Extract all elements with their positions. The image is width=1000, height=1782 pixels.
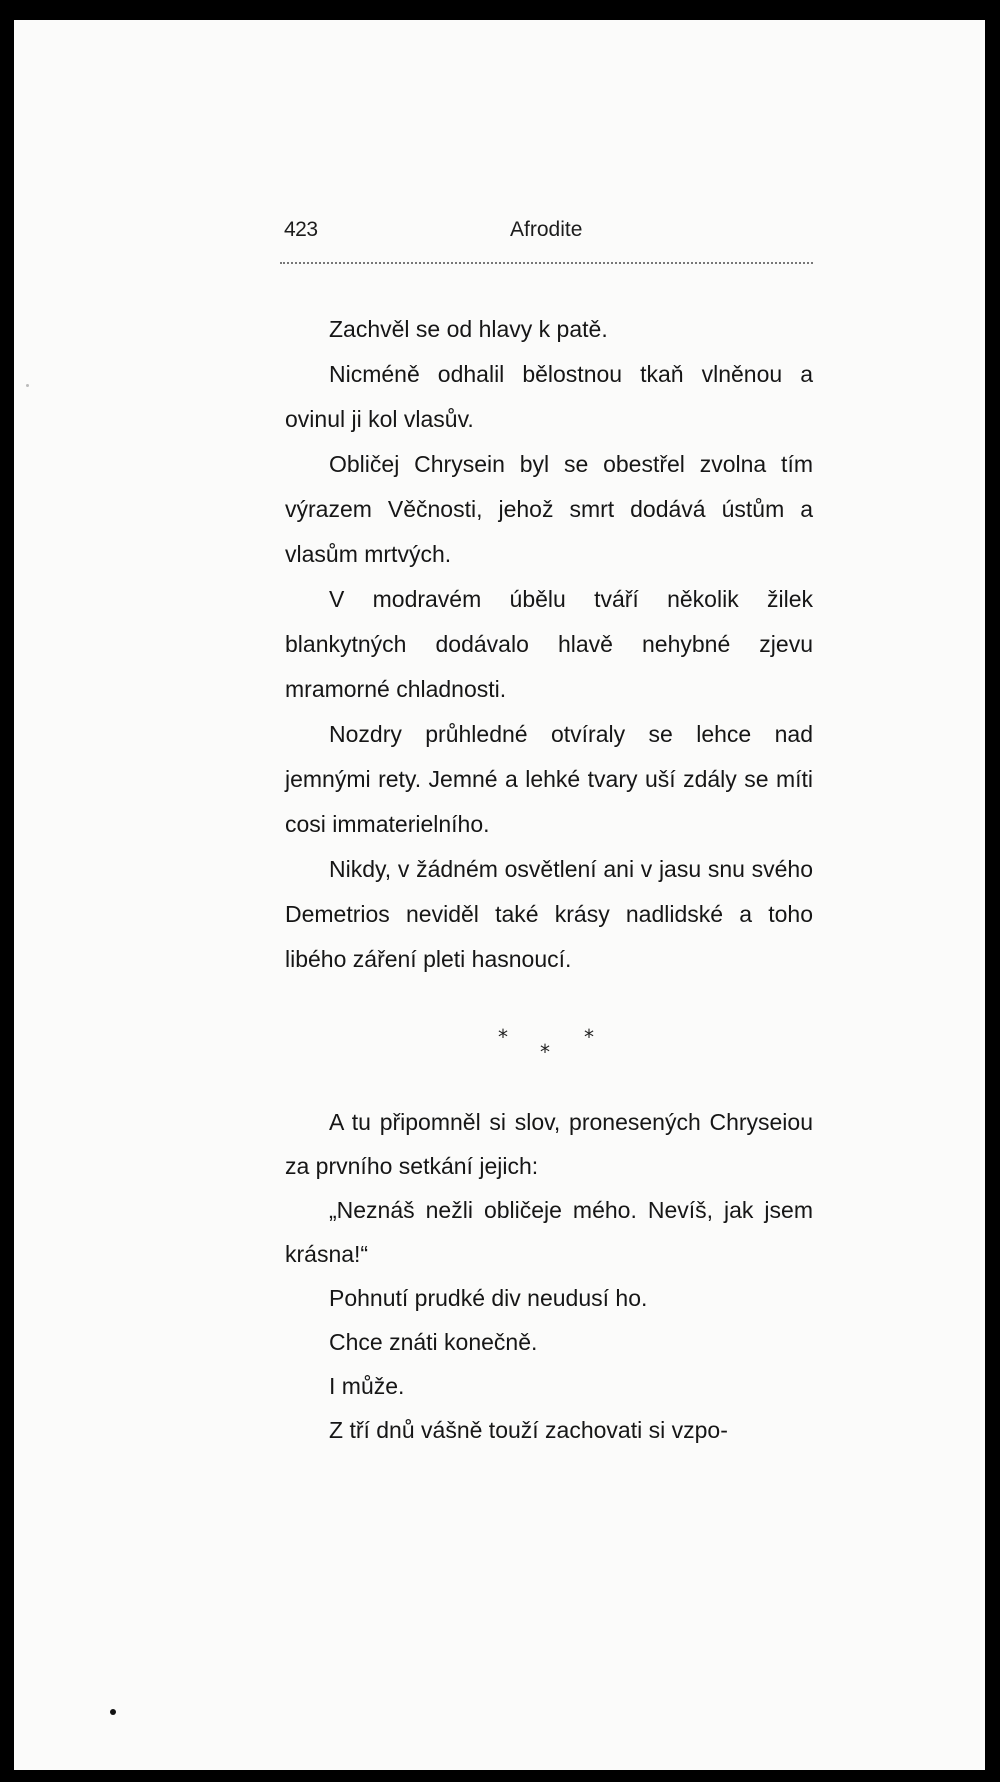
paragraph: Chce znáti konečně. bbox=[329, 1329, 538, 1355]
paragraph: Obličej Chrysein byl se obestřel zvolna tím výrazem Věčnosti, jehož smrt dodává ústům a vlasům mrtvých. bbox=[285, 451, 813, 567]
paragraph: Nozdry průhledné otvíraly se lehce nad jemnými rety. Jemné a lehké tvary uší zdály se míti cosi immaterielního. bbox=[285, 721, 813, 837]
paragraph: Zachvěl se od hlavy k patě. bbox=[329, 316, 608, 342]
paragraph: Nicméně odhalil bělostnou tkaň vlněnou a ovinul ji kol vlasův. bbox=[285, 361, 813, 432]
paragraph: V modravém úbělu tváří několik žilek blankytných dodávalo hlavě nehybné zjevu mramorné chladnosti. bbox=[285, 586, 813, 702]
header-rule bbox=[280, 262, 813, 264]
paragraph: I může. bbox=[329, 1373, 405, 1399]
text-section-2 bbox=[285, 1100, 813, 1452]
ink-speck bbox=[26, 384, 29, 387]
page-number: 423 bbox=[284, 218, 318, 241]
text-section-1 bbox=[285, 307, 813, 982]
separator-star: * bbox=[498, 1025, 508, 1049]
separator-star: * bbox=[584, 1025, 594, 1049]
running-title: Afrodite bbox=[510, 218, 583, 241]
separator-star: * bbox=[540, 1040, 550, 1064]
paragraph: Pohnutí prudké div neudusí ho. bbox=[329, 1285, 648, 1311]
paragraph: „Neznáš nežli obličeje mého. Nevíš, jak jsem krásna!“ bbox=[285, 1197, 813, 1267]
page-header bbox=[270, 218, 815, 258]
paragraph: Z tří dnů vášně touží zachovati si vzpo- bbox=[329, 1417, 728, 1443]
paragraph: A tu připomněl si slov, pronesených Chryseiou za prvního setkání jejich: bbox=[285, 1109, 813, 1179]
paragraph: Nikdy, v žádném osvětlení ani v jasu snu svého Demetrios neviděl také krásy nadlidské a toho libého záření pleti hasnoucí. bbox=[285, 856, 813, 972]
ink-speck bbox=[110, 1709, 116, 1715]
